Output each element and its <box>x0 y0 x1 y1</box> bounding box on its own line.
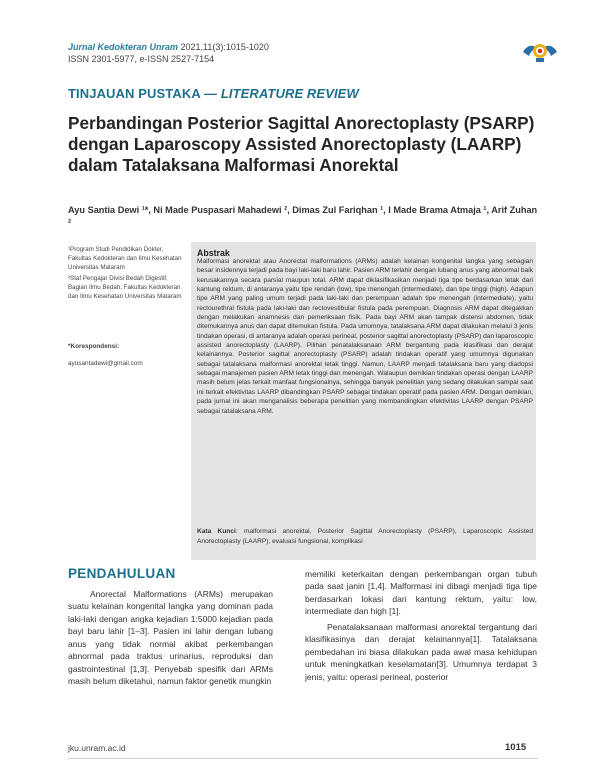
article-type-main: TINJAUAN PUSTAKA <box>68 86 201 101</box>
footer-divider <box>68 758 538 759</box>
article-type-sub: LITERATURE REVIEW <box>220 86 359 101</box>
affiliation-1: ¹Program Studi Pendidikan Dokter, Fakultas Kedokteran dan Ilmu Kesehatan Universitas Mataram <box>68 246 182 271</box>
abstract-heading: Abstrak <box>197 248 230 258</box>
keywords <box>197 527 533 546</box>
correspondence-label: *Korespondensi: <box>68 343 120 350</box>
article-type-separator: — <box>200 86 221 101</box>
keywords-label: Kata Kunci <box>197 528 236 535</box>
intro-paragraph-2: Penatalaksanaan malformasi anorektal tergantung dari klasifikasinya dan derajat kelainannya[1]. Tatalaksana pembedahan ini biasa dilakukan pada awal masa kehidupan untuk meningkatkan keselamatan[3]. Umumnya terdapat 3 jenis, yaitu: operasi perineal, posterior <box>305 621 537 682</box>
footer-url[interactable]: jku.unram.ac.id <box>68 743 126 753</box>
correspondence <box>68 342 182 368</box>
journal-name: Jurnal Kedokteran Unram <box>68 42 179 52</box>
affiliations <box>68 245 182 303</box>
page-number: 1015 <box>505 742 527 753</box>
article-title: Perbandingan Posterior Sagittal Anorectoplasty (PSARP) dengan Laparoscopy Assisted Anorectoplasty (LAARP) dalam Tatalaksana Malformasi Anorektal <box>68 113 535 175</box>
keywords-list: : malformasi anorektal, Posterior Sagittal Anorectoplasty (PSARP), Laparoscopic Assisted Anorectoplasty (LAARP), evaluasi fungsional, komplikasi <box>197 528 533 545</box>
university-emblem-icon <box>521 38 559 64</box>
section-heading-introduction: PENDAHULUAN <box>68 566 176 581</box>
intro-column-right <box>305 568 537 683</box>
intro-paragraph-1-cont: memiliki keterkaitan dengan perkembangan organ tubuh pada saat janin [1,4]. Malformasi ini dibagi menjadi tiga tipe berdasarkan lokasi dari kantung rektum, yaitu: low, intermediate dan high [1]. <box>305 569 537 617</box>
journal-issn: ISSN 2301-5977, e-ISSN 2527-7154 <box>68 54 215 64</box>
correspondence-email[interactable]: ayusantadewi@gmail.com <box>68 360 143 367</box>
abstract-body: Malformasi anorektal atau Anorectal malformations (ARMs) adalah kelainan kongenital langka yang sebagian besar insidennya terjadi pada bayi laki-laki baru lahir. Pasien ARM terlahir dengan lubang anus yang abnormal baik kerusakannya secara parsial maupun total. ARM dapat diklasifikasikan menjadi tiga tipe berdasarkan letak dari kantung rektum, di antaranya yaitu tipe rendah (low), tipe menengah (intermediate), dan tipe tinggi (high). Adapun tipe ARM yang paling umum terjadi pada laki-laki dan perempuan adalah tipe menengah (intermediate), yaitu rectourethral fistula pada laki-laki dan rectovestibular fistula pada perempuan. Diagnosis ARM dapat ditegakkan dengan melakukan anamnesis dan pemeriksaan fisik. Pada bayi ARM akan tampak distensi abdomen, tidak ditemukannya anus dan dapat ditemukan fistula. Pada umumnya, tatalaksana ARM dapat dilakukan melalui 3 jenis tindakan operasi, di antaranya adalah operasi perineal, posterior sagittal anorectoplasty (PSARP) dan laparoscopic assisted anorectoplasty (LAARP). Pilihan penatalaksanaan ARM bergantung pada klasifikasi dan derajat kelainannya. Posterior sagittal anorectoplasty (PSARP) adalah tindakan operatif yang umumnya digunakan sebagai tatalaksana malformasi anorektal letak tinggi. Namun, LAARP menjadi tatalaksana baru yang diadopsi sebagai manajemen pasien ARM letak tinggi dan menengah. Walaupun demikian tindakan operasi dengan LAARP masih belum jelas terkait manfaat fungsionalnya, sehingga banyak penelitian yang sedang dilakukan sampai saat ini terkait efektivitas LAARP dibandingkan PSARP sebagai tindakan operatif pada pasien ARM. Dengan demikian, pada jurnal ini akan menganalisis beberapa penelitian yang membandingkan efektivitas LAARP dengan PSARP sebagai tatalaksana ARM. <box>197 258 533 415</box>
intro-column-left <box>68 588 273 688</box>
intro-paragraph-1: Anorectal Malformations (ARMs) merupakan suatu kelainan kongenital langka yang dominan pada laki-laki dengan angka kejadian 1:5000 kejadian pada bayi baru lahir [1–3]. Pasien ini lahir dengan lubang anus yang tidak normal akibat perkembangan abnormal pada traktus urinarius, reproduksi dan gastrointestinal [1,3]. Penyebab spesifik dari ARMs masih belum diketahui, namun faktor genetik mungkin <box>68 589 273 687</box>
author-list: Ayu Santia Dewi ¹*, Ni Made Puspasari Mahadewi ², Dimas Zul Fariqhan ¹, I Made Brama Atmaja ¹, Arif Zuhan ² <box>68 205 538 228</box>
journal-volume: 2021,11(3):1015-1020 <box>178 42 269 52</box>
article-type-label <box>68 86 359 101</box>
journal-citation <box>68 41 269 53</box>
affiliation-2: ²Staf Pengajar Divisi Bedah Digestif, Bagian Ilmu Bedah, Fakultas Kedokteran dan Ilmu Kesehatan Universitas Mataram <box>68 275 182 300</box>
